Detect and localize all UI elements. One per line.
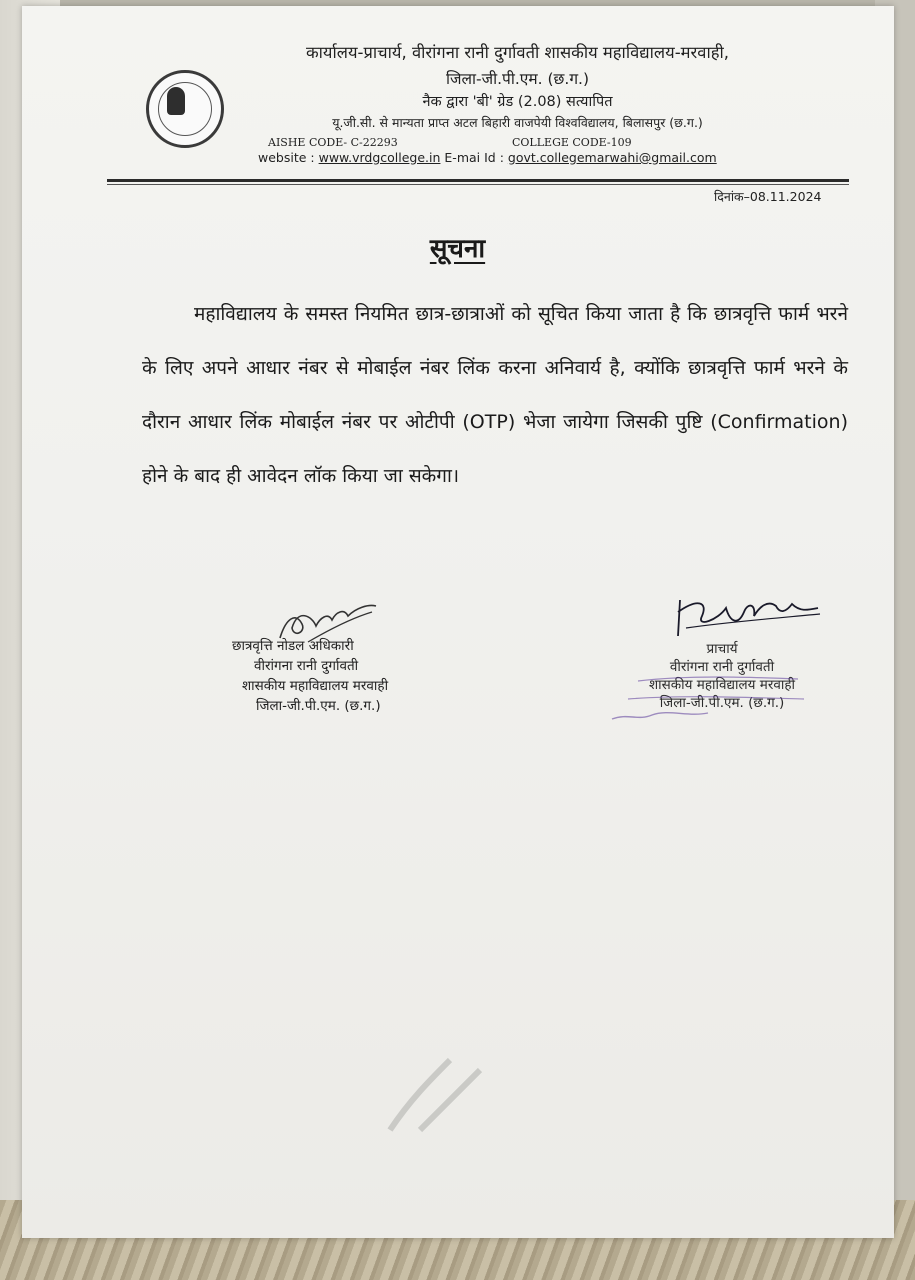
header-divider <box>107 179 849 182</box>
email-label: E-mai Id : <box>440 150 508 165</box>
aishe-code: AISHE CODE- C-22293 <box>268 136 398 149</box>
contact-line <box>258 150 717 165</box>
signatory-left-college: वीरांगना रानी दुर्गावती <box>254 658 359 674</box>
header-line-naac: नैक द्वारा 'बी' ग्रेड (2.08) सत्यापित <box>422 94 613 110</box>
website-link[interactable]: www.vrdgcollege.in <box>318 150 441 165</box>
notice-title: सूचना <box>429 234 486 264</box>
signatory-right-designation: प्राचार्य <box>706 641 738 657</box>
signatory-left <box>232 636 388 716</box>
faint-stamp-icon <box>380 1040 500 1140</box>
notice-body: महाविद्यालय के समस्त नियमित छात्र-छात्राओं को सूचित किया जाता है कि छात्रवृत्ति फार्म भरने के लिए अपने आधार नंबर से मोबाईल नंबर लिंक करना अनिवार्य है, क्योंकि छात्रवृत्ति फार्म भरने के दौरान आधार लिंक मोबाईल नंबर पर ओटीपी (OTP) भेजा जायेगा जिसकी पुष्टि (Confirmation) होने के बाद ही आवेदन लॉक किया जा सकेगा। <box>142 303 848 487</box>
signatory-right-college: वीरांगना रानी दुर्गावती <box>669 659 775 675</box>
signatory-right-institution: शासकीय महाविद्यालय मरवाही <box>648 677 796 693</box>
email-link[interactable]: govt.collegemarwahi@gmail.com <box>507 150 717 165</box>
signatory-left-district: जिला-जी.पी.एम. (छ.ग.) <box>256 698 381 714</box>
header-line-office: कार्यालय-प्राचार्य, वीरांगना रानी दुर्गावती शासकीय महाविद्यालय-मरवाही, <box>305 43 729 62</box>
signatory-left-designation: छात्रवृत्ति नोडल अधिकारी <box>232 638 354 654</box>
signatory-right-district: जिला-जी.पी.एम. (छ.ग.) <box>659 695 785 711</box>
signature-right-icon <box>668 592 828 644</box>
header-line-district: जिला-जी.पी.एम. (छ.ग.) <box>445 70 590 88</box>
website-label: website : <box>258 150 319 165</box>
header-divider-thin <box>107 184 849 185</box>
college-code: COLLEGE CODE-109 <box>512 136 632 149</box>
header-line-university: यू.जी.सी. से मान्यता प्राप्त अटल बिहारी वाजपेयी विश्वविद्यालय, बिलासपुर (छ.ग.) <box>332 115 703 130</box>
notice-date: दिनांक–08.11.2024 <box>714 189 822 204</box>
office-stamp-icon <box>608 655 808 725</box>
signatory-left-institution: शासकीय महाविद्यालय मरवाही <box>242 678 389 694</box>
